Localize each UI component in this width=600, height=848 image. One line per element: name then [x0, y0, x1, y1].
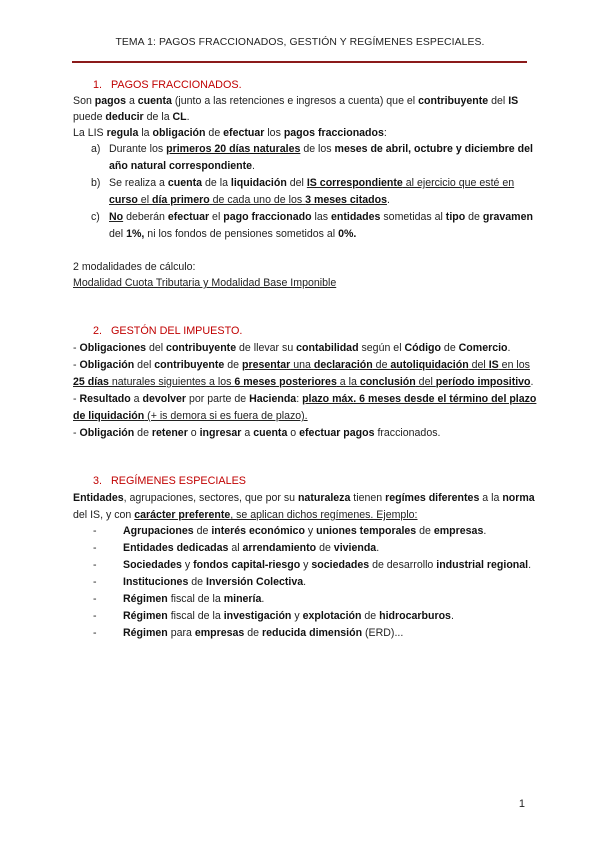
list-dash: -: [93, 525, 97, 537]
section-1-heading: [73, 77, 242, 93]
section-2-title: GESTÓN DEL IMPUESTO.: [111, 325, 243, 337]
s3-paragraph-1: Entidades, agrupaciones, sectores, que por su naturaleza tienen regímes diferentes a la norma: [73, 492, 535, 504]
list-item: - Instituciones de Inversión Colectiva.: [93, 576, 307, 588]
list-dash: -: [93, 627, 97, 639]
section-2-heading: [73, 323, 242, 339]
list-dash: -: [93, 610, 97, 622]
list-item-a: a) Durante los primeros 20 días naturales de los meses de abril, octubre y diciembre del: [91, 143, 533, 155]
list-label-a: a): [91, 143, 101, 155]
s1-paragraph-3: 2 modalidades de cálculo:: [73, 261, 196, 273]
section-3-title: REGÍMENES ESPECIALES: [111, 475, 247, 487]
list-dash: -: [93, 559, 97, 571]
list-item-a-cont: año natural correspondiente.: [109, 160, 255, 172]
s2-line-5: de liquidación (+ is demora si es fuera de plazo).: [73, 410, 308, 422]
list-label-b: b): [91, 177, 101, 189]
s3-paragraph-2: del IS, y con carácter preferente, se aplican dichos regímenes. Ejemplo:: [73, 509, 418, 521]
list-item-b-cont: curso el día primero de cada uno de los 3 meses citados.: [109, 194, 390, 206]
section-2-number: 2.: [93, 325, 103, 337]
s2-line-1: - Obligaciones del contribuyente de llevar su contabilidad según el Código de Comercio.: [73, 342, 511, 354]
s2-line-3: 25 días naturales siguientes a los 6 meses posteriores a la conclusión del período impositivo.: [73, 376, 534, 388]
header-divider: [72, 61, 527, 63]
section-1-number: 1.: [93, 79, 103, 91]
list-item: - Régimen para empresas de reducida dimensión (ERD)...: [93, 627, 404, 639]
list-item: - Entidades dedicadas al arrendamiento de vivienda.: [93, 542, 380, 554]
list-item-c: c) No deberán efectuar el pago fraccionado las entidades sometidas al tipo de gravamen: [91, 211, 533, 223]
page-header-title: TEMA 1: PAGOS FRACCIONADOS, GESTIÓN Y REGÍMENES ESPECIALES.: [115, 37, 485, 48]
s1-paragraph-1: Son pagos a cuenta (junto a las retenciones e ingresos a cuenta) que el contribuyente del IS: [73, 95, 519, 107]
list-item: - Régimen fiscal de la minería.: [93, 593, 265, 605]
s1-paragraph-2: La LIS regula la obligación de efectuar los pagos fraccionados:: [73, 127, 387, 139]
list-item: - Régimen fiscal de la investigación y explotación de hidrocarburos.: [93, 610, 454, 622]
s1-paragraph-1b: puede deducir de la CL.: [73, 111, 190, 123]
list-dash: -: [93, 542, 97, 554]
list-dash: -: [93, 593, 97, 605]
s2-line-6: - Obligación de retener o ingresar a cuenta o efectuar pagos fraccionados.: [73, 427, 441, 439]
list-label-c: c): [91, 211, 100, 223]
s1-paragraph-4: Modalidad Cuota Tributaria y Modalidad Base Imponible: [73, 277, 337, 289]
s2-line-4: - Resultado a devolver por parte de Hacienda: plazo máx. 6 meses desde el término del plazo: [73, 393, 537, 405]
list-item: - Sociedades y fondos capital-riesgo y sociedades de desarrollo industrial regional.: [93, 559, 532, 571]
section-3-heading: [73, 473, 246, 489]
s2-line-2: - Obligación del contribuyente de presentar una declaración de autoliquidación del IS en los: [73, 359, 530, 371]
page-number: 1: [518, 798, 525, 810]
list-dash: -: [93, 576, 97, 588]
list-item: - Agrupaciones de interés económico y uniones temporales de empresas.: [93, 525, 487, 537]
section-3-number: 3.: [93, 475, 103, 487]
list-item-c-cont: del 1%, ni los fondos de pensiones sometidos al 0%.: [109, 228, 357, 240]
section-1-title: PAGOS FRACCIONADOS.: [111, 79, 242, 91]
list-item-b: b) Se realiza a cuenta de la liquidación del IS correspondiente al ejercicio que esté en: [91, 177, 515, 189]
